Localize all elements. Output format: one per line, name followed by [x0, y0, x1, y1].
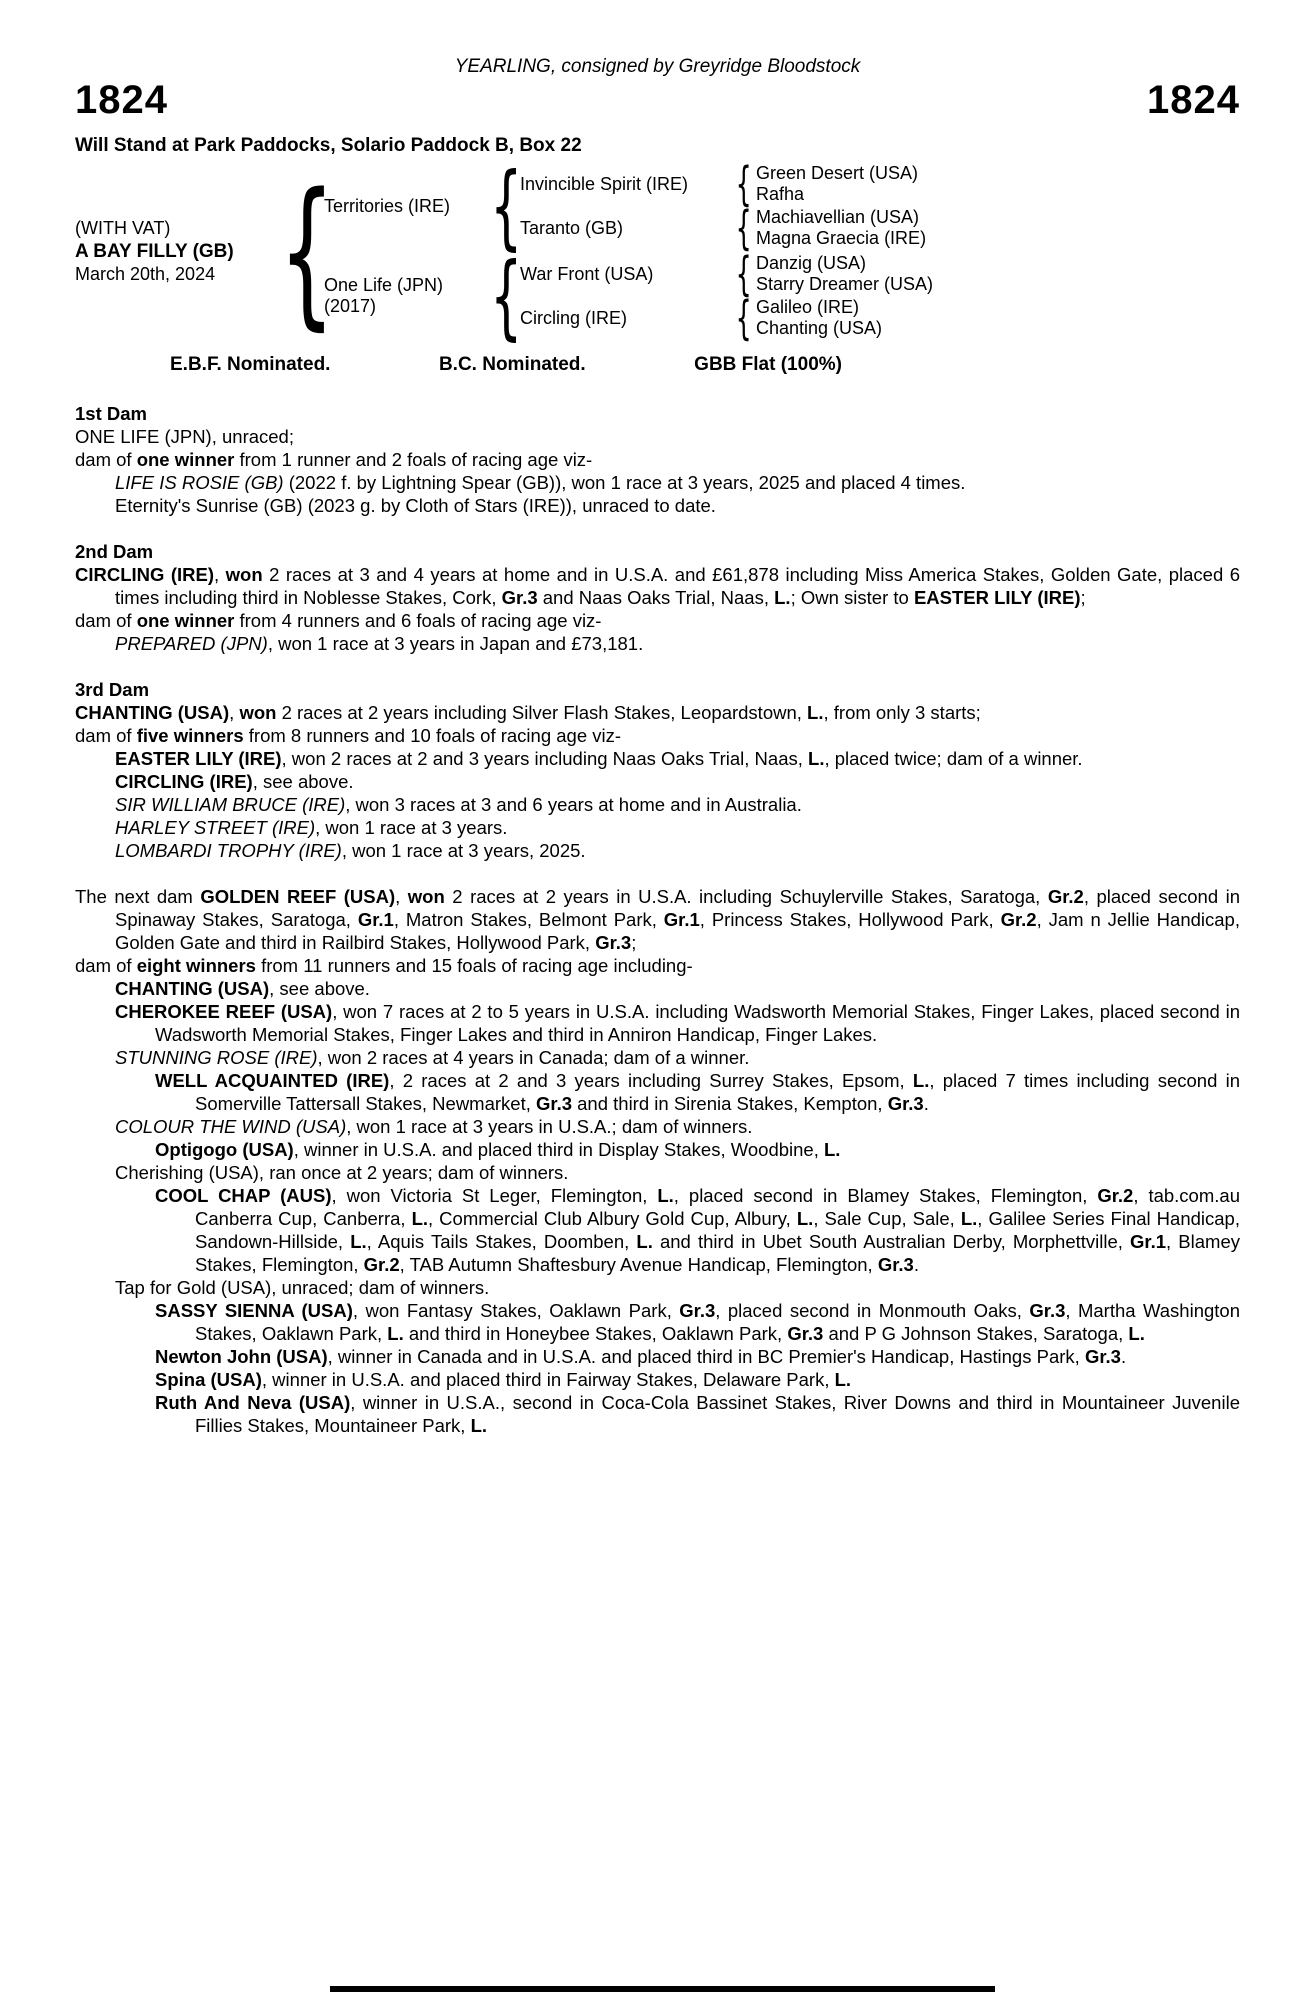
paragraph — [75, 1115, 1240, 1138]
dam-dam-gen4 — [756, 297, 882, 339]
bc-nomination: B.C. Nominated. — [438, 354, 586, 375]
brace-dam-sire-icon: { — [735, 246, 753, 301]
sire-dam-gen4 — [756, 207, 926, 249]
gen4-name: Rafha — [756, 184, 805, 204]
section-heading: 1st Dam — [75, 403, 147, 424]
paragraph — [75, 954, 1240, 977]
text-segment: SASSY SIENNA (USA) — [155, 1300, 353, 1321]
text-segment: from 1 runner and 2 foals of racing age viz- — [234, 449, 593, 470]
text-segment: L. — [774, 587, 791, 608]
text-segment: , placed second in Monmouth Oaks, — [715, 1300, 1030, 1321]
text-segment: and third in Ubet South Australian Derby, Morphettville, — [652, 1231, 1131, 1252]
text-segment: Tap for Gold (USA), unraced; dam of winners. — [115, 1277, 490, 1298]
text-segment: Gr.3 — [887, 1093, 924, 1114]
text-segment: The next dam — [75, 886, 201, 907]
paragraph — [75, 770, 1240, 793]
text-segment: , — [395, 886, 408, 907]
text-segment: Gr.1 — [663, 909, 700, 930]
dam-sire-row — [520, 246, 934, 301]
text-segment: LOMBARDI TROPHY (IRE) — [115, 840, 342, 861]
text-segment: L. — [350, 1231, 367, 1252]
text-segment: ONE LIFE (JPN), unraced; — [75, 426, 294, 447]
text-segment: and third in Honeybee Stakes, Oaklawn Park, — [403, 1323, 788, 1344]
text-segment: eight winners — [136, 955, 256, 976]
text-segment: Gr.2 — [1047, 886, 1084, 907]
text-segment: 2 races at 2 years including Silver Flash Stakes, Leopardstown, — [276, 702, 808, 723]
dam-section — [75, 402, 1240, 517]
text-segment: , Matron Stakes, Belmont Park, — [393, 909, 664, 930]
text-segment: won — [225, 564, 263, 585]
text-segment: Gr.1 — [1130, 1231, 1167, 1252]
paragraph — [75, 1046, 1240, 1069]
text-segment: HARLEY STREET (IRE) — [115, 817, 316, 838]
brace-sire-dam-icon: { — [735, 200, 753, 255]
paragraph — [75, 1069, 1240, 1115]
text-segment: one winner — [136, 449, 235, 470]
text-segment: Ruth And Neva (USA) — [155, 1392, 351, 1413]
sire-sire-row — [520, 156, 926, 211]
dam-year-line: (2017) — [324, 296, 377, 316]
text-segment: , won Fantasy Stakes, Oaklawn Park, — [352, 1300, 680, 1321]
text-segment: L. — [834, 1369, 852, 1390]
dam-name — [324, 275, 492, 317]
text-segment: Gr.2 — [1097, 1185, 1134, 1206]
paragraph — [75, 425, 1240, 448]
paragraph — [75, 977, 1240, 1000]
text-segment: Gr.3 — [877, 1254, 914, 1275]
section-heading: 2nd Dam — [75, 541, 154, 562]
lot-number-right: 1824 — [1147, 78, 1240, 122]
text-segment: , 2 races at 2 and 3 years including Surrey Stakes, Epsom, — [389, 1070, 913, 1091]
text-segment: , won 2 races at 2 and 3 years including Naas Oaks Trial, Naas, — [281, 748, 809, 769]
text-segment: L. — [960, 1208, 978, 1229]
scan-artifact-line — [330, 1986, 995, 1992]
brace-sire-icon: { — [489, 152, 523, 260]
text-segment: , won 3 races at 3 and 6 years at home and in Australia. — [345, 794, 802, 815]
text-segment: , Galilee Series Final Handicap, Sandown-Hillside, — [195, 1208, 1240, 1252]
paragraph — [75, 448, 1240, 471]
text-segment: L. — [636, 1231, 653, 1252]
produce-block — [75, 218, 290, 285]
paragraph — [75, 1000, 1240, 1046]
sire-name: Territories (IRE) — [324, 195, 451, 216]
paragraph — [75, 1391, 1240, 1437]
text-segment: , TAB Autumn Shaftesbury Avenue Handicap, Flemington, — [399, 1254, 878, 1275]
text-segment: , won 1 race at 3 years, 2025. — [341, 840, 586, 861]
text-segment: CHEROKEE REEF (USA) — [115, 1001, 333, 1022]
text-segment: , placed second in Blamey Stakes, Flemington, — [673, 1185, 1098, 1206]
text-segment: Gr.3 — [536, 1093, 572, 1114]
text-segment: Gr.3 — [787, 1323, 824, 1344]
dam-sire-gen4 — [756, 253, 933, 295]
foaling-date: March 20th, 2024 — [75, 263, 216, 284]
sire-dam-name: Taranto (GB) — [520, 217, 624, 238]
text-segment: L. — [1128, 1323, 1145, 1344]
text-segment: , Martha Washington Stakes, Oaklawn Park, — [195, 1300, 1241, 1344]
text-segment: won — [239, 702, 277, 723]
dam-dam-row — [520, 290, 933, 345]
paragraph — [75, 747, 1240, 770]
text-segment: 2 races at 3 and 4 years at home and in U.S.A. and £61,878 including Miss America Stakes, Golden Gate, placed 6 times including third in Noblesse Stakes, Cork, — [115, 564, 1240, 608]
pedigree-table — [75, 152, 1240, 350]
dam-sections — [75, 402, 1240, 1437]
text-segment: from 4 runners and 6 foals of racing age viz- — [234, 610, 602, 631]
brace-dam-dam-icon: { — [735, 290, 753, 345]
lot-horse-name: A BAY FILLY (GB) — [75, 240, 234, 262]
text-segment: and P G Johnson Stakes, Saratoga, — [823, 1323, 1129, 1344]
paragraph — [75, 793, 1240, 816]
text-segment: ; — [1080, 587, 1086, 608]
text-segment: ; Own sister to — [790, 587, 914, 608]
stand-location: Will Stand at Park Paddocks, Solario Paddock B, Box 22 — [75, 135, 582, 156]
text-segment: Gr.3 — [1084, 1346, 1121, 1367]
text-segment: Spina (USA) — [155, 1369, 262, 1390]
text-segment: , winner in Canada and in U.S.A. and placed third in BC Premier's Handicap, Hastings Park, — [327, 1346, 1085, 1367]
paragraph — [75, 839, 1240, 862]
text-segment: L. — [411, 1208, 429, 1229]
text-segment: , winner in U.S.A. and placed third in Fairway Stakes, Delaware Park, — [261, 1369, 835, 1390]
dam-gen3-column — [520, 246, 934, 345]
ebf-nomination: E.B.F. Nominated. — [170, 354, 331, 375]
paragraph — [75, 609, 1240, 632]
text-segment: , placed 7 times including second in Somerville Tattersall Stakes, Newmarket, — [195, 1070, 1241, 1114]
text-segment: Gr.1 — [357, 909, 394, 930]
text-segment: dam of — [75, 725, 137, 746]
text-segment: , placed twice; dam of a winner. — [824, 748, 1083, 769]
lot-number-left: 1824 — [75, 78, 168, 122]
paragraph — [75, 1276, 1240, 1299]
nominations-row — [170, 353, 842, 376]
text-segment: , from only 3 starts; — [823, 702, 981, 723]
text-segment: Gr.2 — [1000, 909, 1037, 930]
paragraph — [75, 1368, 1240, 1391]
text-segment: L. — [807, 702, 824, 723]
text-segment: LIFE IS ROSIE (GB) — [115, 472, 284, 493]
text-segment: . — [1120, 1346, 1127, 1367]
text-segment: from 8 runners and 10 foals of racing age viz- — [243, 725, 622, 746]
text-segment: and third in Sirenia Stakes, Kempton, — [572, 1093, 888, 1114]
sire-row — [324, 152, 933, 260]
text-segment: , won 2 races at 4 years in Canada; dam of a winner. — [317, 1047, 750, 1068]
text-segment: Cherishing (USA), ran once at 2 years; dam of winners. — [115, 1162, 569, 1183]
text-segment: , Commercial Club Albury Gold Cup, Albury, — [428, 1208, 797, 1229]
text-segment: ; — [631, 932, 637, 953]
text-segment: from 11 runners and 15 foals of racing age including- — [255, 955, 693, 976]
dam-row — [324, 242, 934, 350]
text-segment: Optigogo (USA) — [155, 1139, 294, 1160]
text-segment: , won 1 race at 3 years in U.S.A.; dam of winners. — [346, 1116, 753, 1137]
gen4-name: Starry Dreamer (USA) — [756, 274, 934, 294]
text-segment: won — [407, 886, 445, 907]
text-segment: , Princess Stakes, Hollywood Park, — [699, 909, 1001, 930]
paragraph — [75, 563, 1240, 609]
paragraph — [75, 1161, 1240, 1184]
text-segment: dam of — [75, 955, 137, 976]
paragraph — [75, 1138, 1240, 1161]
paragraph — [75, 816, 1240, 839]
paragraph — [75, 1184, 1240, 1276]
text-segment: five winners — [136, 725, 244, 746]
text-segment: , — [214, 564, 226, 585]
text-segment: CHANTING (USA) — [75, 702, 230, 723]
text-segment: dam of — [75, 449, 137, 470]
text-segment: L. — [824, 1139, 841, 1160]
text-segment: L. — [912, 1070, 930, 1091]
gen4-name: Green Desert (USA) — [756, 163, 919, 183]
text-segment: Gr.3 — [595, 932, 632, 953]
text-segment: , tab.com.au Canberra Cup, Canberra, — [195, 1185, 1240, 1229]
sire-dam-row — [520, 200, 927, 255]
text-segment: . — [913, 1254, 919, 1275]
paragraph — [75, 471, 1240, 494]
brace-dam-icon: { — [489, 242, 523, 350]
text-segment: . — [923, 1093, 929, 1114]
text-segment: PREPARED (JPN) — [115, 633, 268, 654]
text-segment: , Blamey Stakes, Flemington, — [195, 1231, 1240, 1275]
text-segment: , won Victoria St Leger, Flemington, — [331, 1185, 658, 1206]
text-segment: , won 7 races at 2 to 5 years in U.S.A. including Wadsworth Memorial Stakes, Finger Lakes, placed second in Wadsworth Memorial Stakes, Finger Lakes and third in Anniron Handicap, Finger Lakes. — [155, 1001, 1240, 1045]
sire-sire-name: Invincible Spirit (IRE) — [520, 173, 689, 194]
section-heading: 3rd Dam — [75, 679, 150, 700]
text-segment: one winner — [136, 610, 235, 631]
consignor-line: YEARLING, consigned by Greyridge Bloodstock — [454, 56, 861, 77]
text-segment: CIRCLING (IRE) — [75, 564, 215, 585]
text-segment: L. — [387, 1323, 404, 1344]
gen4-name: Magna Graecia (IRE) — [756, 228, 927, 248]
text-segment: CHANTING (USA) — [115, 978, 270, 999]
text-segment: Gr.3 — [501, 587, 538, 608]
text-segment: Newton John (USA) — [155, 1346, 328, 1367]
sire-gen3-column — [520, 156, 927, 255]
text-segment: (2022 f. by Lightning Spear (GB)), won 1 race at 3 years, 2025 and placed 4 times. — [283, 472, 966, 493]
text-segment: Gr.2 — [363, 1254, 400, 1275]
text-segment: CIRCLING (IRE) — [115, 771, 253, 792]
generation-2-column — [324, 152, 934, 350]
text-segment: Gr.3 — [1029, 1300, 1066, 1321]
text-segment: , won 1 race at 3 years in Japan and £73,181. — [267, 633, 644, 654]
text-segment: Gr.3 — [679, 1300, 716, 1321]
gen4-name: Chanting (USA) — [756, 318, 883, 338]
text-segment: 2 races at 2 years in U.S.A. including Schuylerville Stakes, Saratoga, — [444, 886, 1048, 907]
paragraph — [75, 701, 1240, 724]
paragraph — [75, 1345, 1240, 1368]
text-segment: EASTER LILY (IRE) — [913, 587, 1081, 608]
paragraph — [75, 632, 1240, 655]
dam-dam-name: Circling (IRE) — [520, 307, 628, 328]
text-segment: COLOUR THE WIND (USA) — [115, 1116, 347, 1137]
paragraph — [75, 885, 1240, 954]
text-segment: STUNNING ROSE (IRE) — [115, 1047, 318, 1068]
paragraph — [75, 1299, 1240, 1345]
dam-sire-name: War Front (USA) — [520, 263, 654, 284]
text-segment: , winner in U.S.A. and placed third in Display Stakes, Woodbine, — [293, 1139, 824, 1160]
text-segment: , see above. — [269, 978, 370, 999]
gen4-name: Machiavellian (USA) — [756, 207, 920, 227]
sire-sire-gen4 — [756, 163, 918, 205]
text-segment: L. — [796, 1208, 814, 1229]
text-segment: , Sale Cup, Sale, — [813, 1208, 961, 1229]
text-segment: GOLDEN REEF (USA) — [200, 886, 396, 907]
lot-number-row — [75, 80, 1240, 120]
text-segment: and Naas Oaks Trial, Naas, — [537, 587, 775, 608]
dam-name-line: One Life (JPN) — [324, 275, 444, 295]
dam-section — [75, 678, 1240, 862]
paragraph — [75, 724, 1240, 747]
brace-sire-sire-icon: { — [735, 156, 753, 211]
paragraph — [75, 494, 1240, 517]
text-segment: SIR WILLIAM BRUCE (IRE) — [115, 794, 346, 815]
text-segment: Eternity's Sunrise (GB) (2023 g. by Cloth of Stars (IRE)), unraced to date. — [115, 495, 716, 516]
text-segment: , — [229, 702, 240, 723]
text-segment: COOL CHAP (AUS) — [155, 1185, 332, 1206]
vat-note: (WITH VAT) — [75, 217, 171, 238]
text-segment: L. — [657, 1185, 674, 1206]
text-segment: , Aquis Tails Stakes, Doomben, — [366, 1231, 637, 1252]
gbb-nomination: GBB Flat (100%) — [694, 354, 842, 375]
dam-section — [75, 885, 1240, 1437]
text-segment: dam of — [75, 610, 137, 631]
gen4-name: Galileo (IRE) — [756, 297, 860, 317]
text-segment: L. — [470, 1415, 488, 1436]
text-segment: , see above. — [252, 771, 354, 792]
text-segment: , Jam n Jellie Handicap, Golden Gate and third in Railbird Stakes, Hollywood Park, — [115, 909, 1240, 953]
text-segment: , placed second in Spinaway Stakes, Saratoga, — [115, 886, 1240, 930]
text-segment: , winner in U.S.A., second in Coca-Cola Bassinet Stakes, River Downs and third in Mountaineer Juvenile Fillies Stakes, Mountaineer Park, — [195, 1392, 1240, 1436]
brace-gen1-icon: { — [279, 157, 336, 345]
text-segment: WELL ACQUAINTED (IRE) — [155, 1070, 390, 1091]
dam-section — [75, 540, 1240, 655]
gen4-name: Danzig (USA) — [756, 253, 867, 273]
text-segment: , won 1 race at 3 years. — [315, 817, 508, 838]
text-segment: EASTER LILY (IRE) — [115, 748, 282, 769]
text-segment: L. — [808, 748, 825, 769]
